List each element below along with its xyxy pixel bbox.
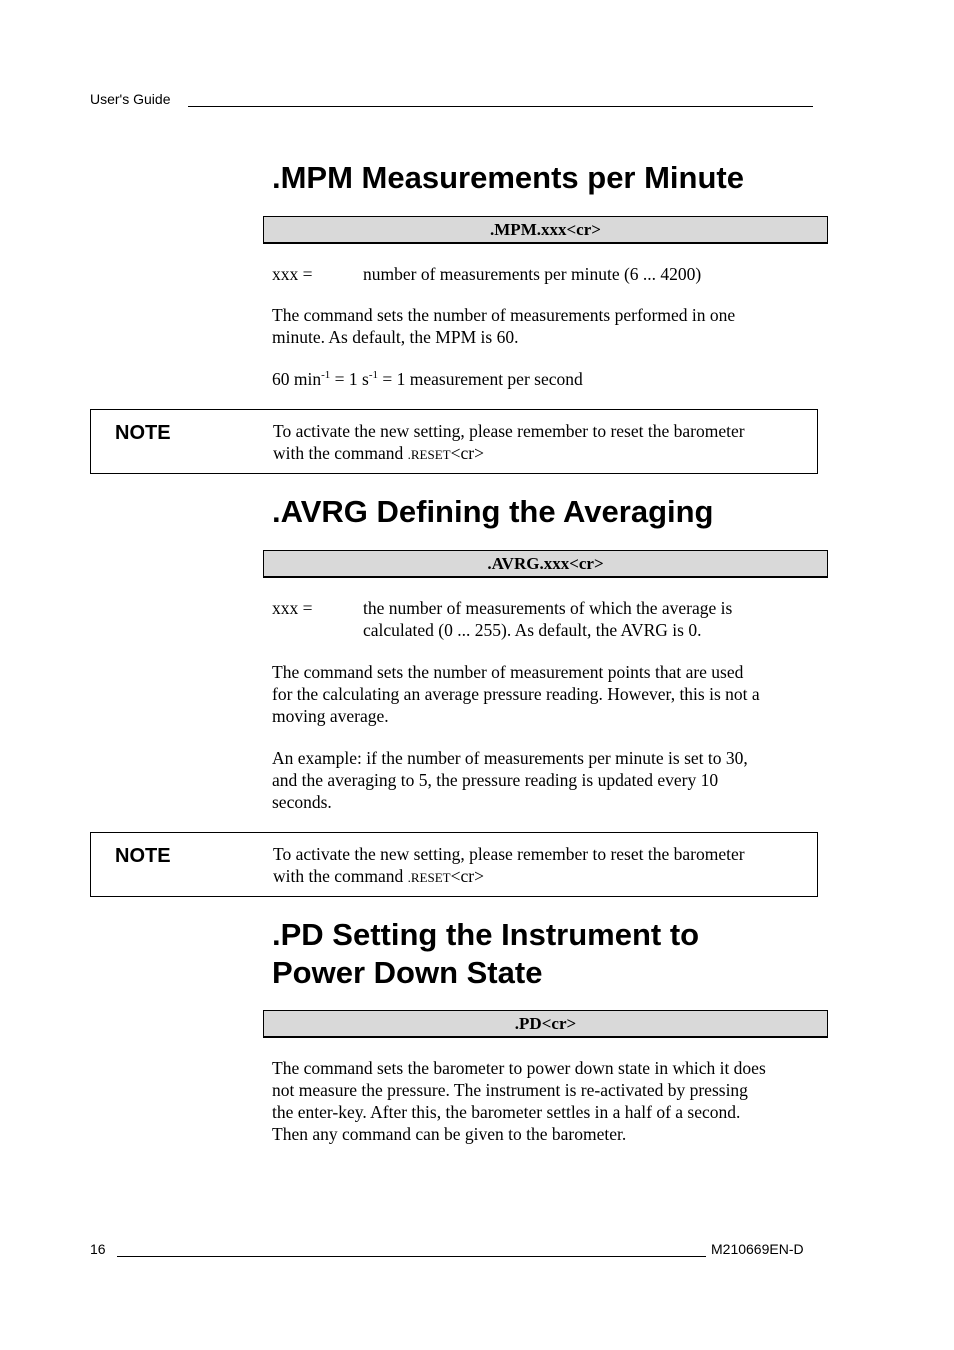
note-label: NOTE [115, 422, 171, 444]
note-line [273, 865, 808, 889]
heading-line: .PD Setting the Instrument to [272, 917, 700, 952]
command-syntax: .AVRG.xxx<cr> [487, 554, 604, 573]
paragraph-line: The command sets the number of measurements performed in one [272, 305, 736, 325]
header-title: User's Guide [90, 91, 171, 107]
param-description [363, 597, 732, 641]
paragraph-line: for the calculating an average pressure reading. However, this is not a [272, 684, 760, 704]
note-text-part: with the command [273, 866, 408, 886]
paragraph-line: minute. As default, the MPM is 60. [272, 327, 519, 347]
paragraph-line: and the averaging to 5, the pressure reading is updated every 10 [272, 770, 719, 790]
section-heading-pd [272, 916, 699, 992]
reset-command: .RESET [407, 447, 451, 462]
paragraph [272, 747, 748, 813]
paragraph-line: The command sets the number of measurement points that are used [272, 662, 744, 682]
paragraph [272, 304, 735, 348]
header-rule [188, 106, 813, 107]
command-box-avrg [263, 550, 828, 577]
command-box-mpm [263, 216, 828, 243]
note-line: To activate the new setting, please remember to reset the barometer [273, 421, 745, 441]
command-box-pd [263, 1010, 828, 1037]
param-description-line: calculated (0 ... 255). As default, the AVRG is 0. [363, 620, 702, 640]
note-text-part: <cr> [450, 866, 484, 886]
command-syntax: .PD<cr> [514, 1014, 577, 1033]
note-box [90, 409, 818, 474]
section-heading-avrg: .AVRG Defining the Averaging [272, 494, 714, 529]
paragraph-line: The command sets the barometer to power down state in which it does [272, 1058, 766, 1078]
note-label: NOTE [115, 845, 171, 867]
paragraph [272, 1057, 766, 1145]
note-text [273, 843, 808, 889]
note-box [90, 832, 818, 897]
section-heading-mpm: .MPM Measurements per Minute [272, 160, 744, 195]
formula-superscript: -1 [321, 369, 331, 382]
paragraph-line: the enter-key. After this, the barometer settles in a half of a second. [272, 1102, 741, 1122]
document-code: M210669EN-D [711, 1241, 804, 1257]
running-header [90, 91, 170, 107]
param-description: number of measurements per minute (6 ... 4200) [363, 264, 702, 284]
note-line: To activate the new setting, please remember to reset the barometer [273, 844, 745, 864]
note-text-part: with the command [273, 443, 408, 463]
note-text-part: <cr> [450, 443, 484, 463]
formula-part: 60 min [272, 369, 322, 389]
page-number: 16 [90, 1241, 106, 1257]
formula-superscript: -1 [368, 369, 379, 382]
param-label: xxx = [272, 598, 313, 618]
paragraph-line: seconds. [272, 792, 332, 812]
footer-rule [117, 1256, 706, 1257]
paragraph-line: moving average. [272, 706, 389, 726]
paragraph [272, 661, 760, 727]
paragraph-line: not measure the pressure. The instrument is re-activated by pressing [272, 1080, 748, 1100]
command-syntax: .MPM.xxx<cr> [490, 220, 601, 239]
param-label: xxx = [272, 264, 313, 284]
reset-command: .RESET [407, 870, 451, 885]
formula-part: = 1 measurement per second [378, 369, 583, 389]
paragraph-line: An example: if the number of measurements per minute is set to 30, [272, 748, 748, 768]
note-line [273, 442, 808, 466]
paragraph-line: Then any command can be given to the barometer. [272, 1124, 627, 1144]
note-text [273, 420, 808, 466]
formula-part: = 1 s [330, 369, 369, 389]
param-description-line: the number of measurements of which the average is [363, 598, 733, 618]
formula-line [272, 368, 583, 390]
heading-line: Power Down State [272, 955, 543, 990]
